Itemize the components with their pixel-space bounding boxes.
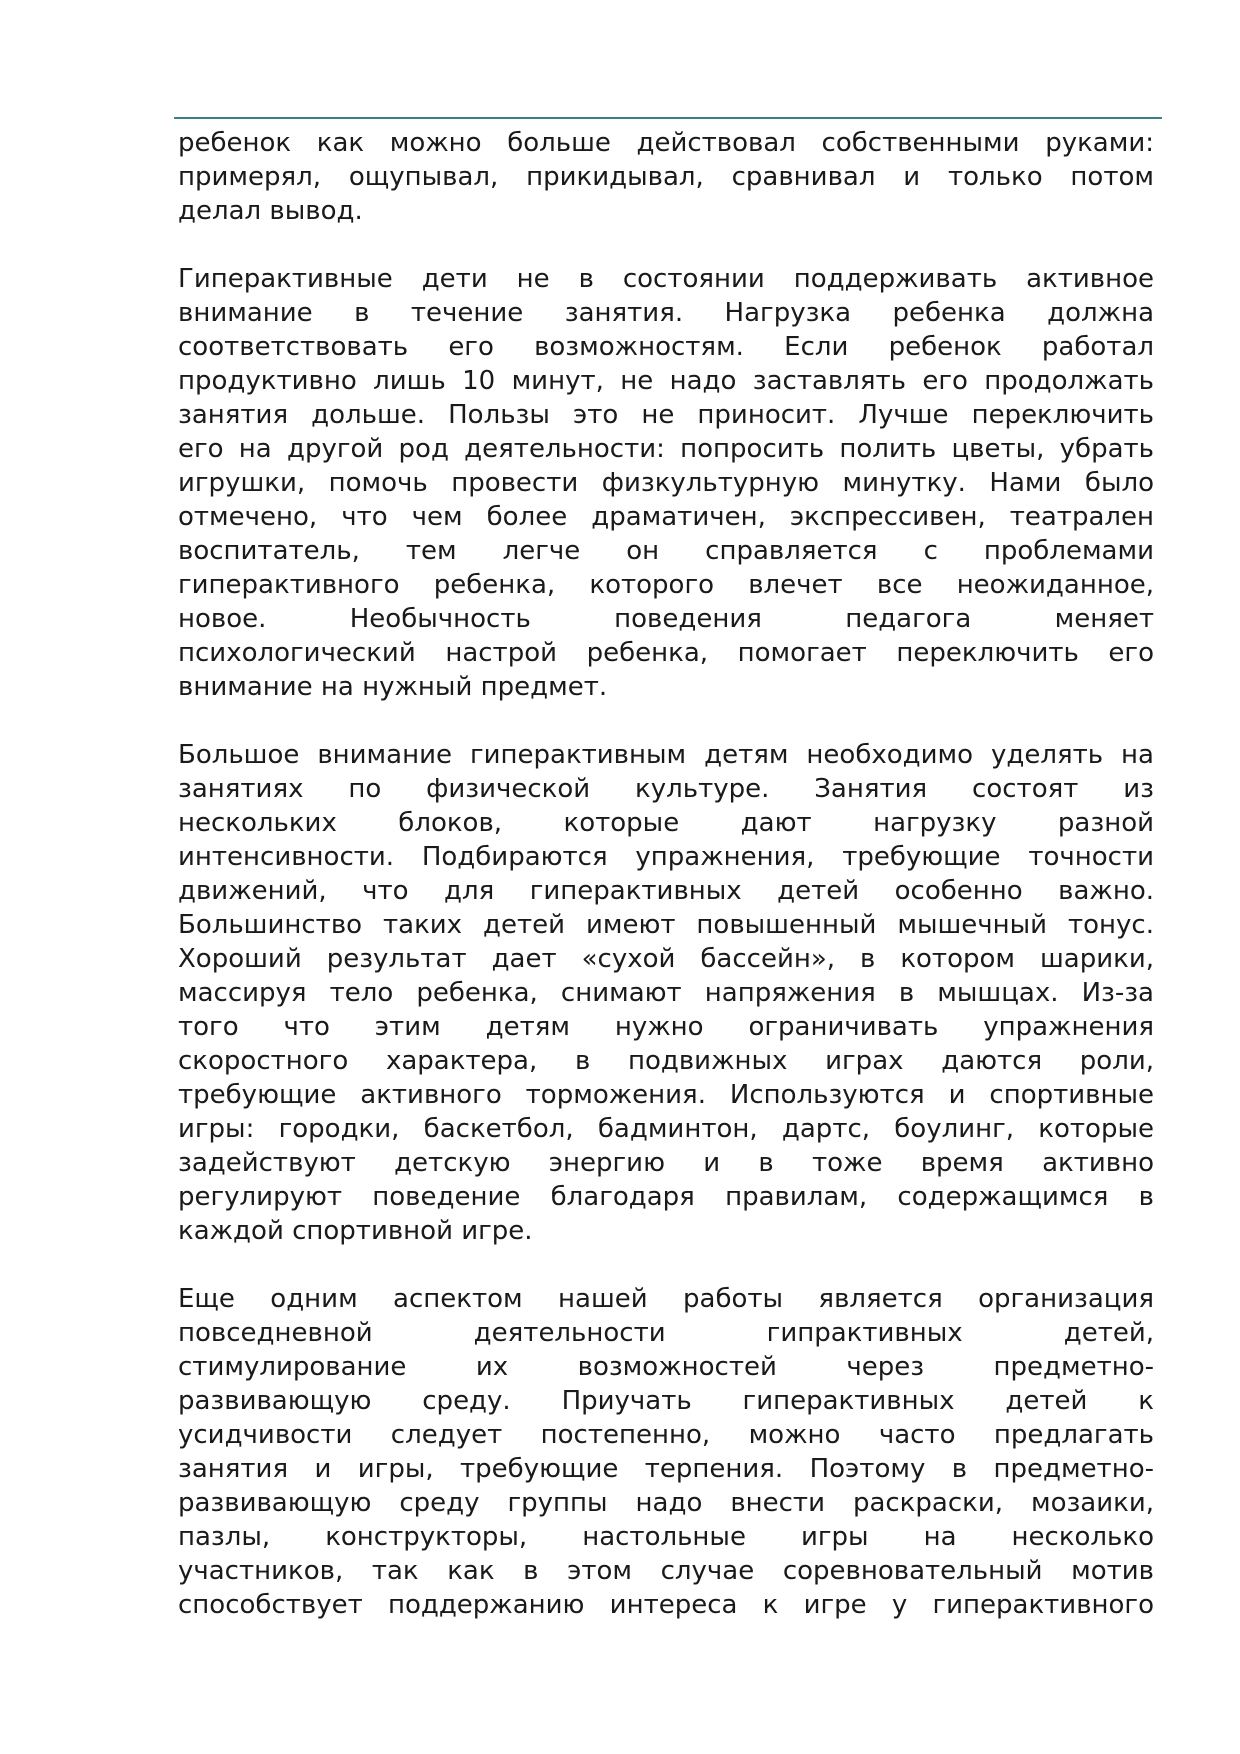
text-line: воспитатель, тем легче он справляется с проблемами <box>178 536 1154 566</box>
document-body <box>178 126 1154 1656</box>
text-line: нескольких блоков, которые дают нагрузку разной <box>178 808 1154 838</box>
text-line: продуктивно лишь 10 минут, не надо заставлять его продолжать <box>178 366 1154 396</box>
text-line: внимание в течение занятия. Нагрузка ребенка должна <box>178 298 1154 328</box>
text-line: гиперактивного ребенка, которого влечет все неожиданное, <box>178 570 1154 600</box>
text-line: развивающую среду. Приучать гиперактивных детей к <box>178 1386 1154 1416</box>
text-line: Хороший результат дает «сухой бассейн», в котором шарики, <box>178 944 1154 974</box>
text-line: делал вывод. <box>178 196 363 226</box>
text-line: массируя тело ребенка, снимают напряжения в мышцах. Из-за <box>178 978 1154 1008</box>
text-line: Еще одним аспектом нашей работы является организация <box>178 1284 1154 1314</box>
text-line: пазлы, конструкторы, настольные игры на несколько <box>178 1522 1154 1552</box>
text-line: занятия дольше. Пользы это не приносит. Лучше переключить <box>178 400 1154 430</box>
text-line: участников, так как в этом случае соревновательный мотив <box>178 1556 1154 1586</box>
text-line: повседневной деятельности гипрактивных детей, <box>178 1318 1154 1348</box>
text-line: развивающую среду группы надо внести раскраски, мозаики, <box>178 1488 1154 1518</box>
text-line: психологический настрой ребенка, помогает переключить его <box>178 638 1154 668</box>
text-line: игрушки, помочь провести физкультурную минутку. Нами было <box>178 468 1154 498</box>
text-line: Гиперактивные дети не в состоянии поддерживать активное <box>178 264 1154 294</box>
text-line: ребенок как можно больше действовал собственными руками: <box>178 128 1154 158</box>
header-rule <box>174 117 1162 119</box>
text-line: новое. Необычность поведения педагога меняет <box>178 604 1154 634</box>
text-line: внимание на нужный предмет. <box>178 672 608 702</box>
text-line: требующие активного торможения. Используются и спортивные <box>178 1080 1154 1110</box>
text-line: стимулирование их возможностей через предметно- <box>178 1352 1154 1382</box>
text-line: занятиях по физической культуре. Занятия состоят из <box>178 774 1154 804</box>
text-line: задействуют детскую энергию и в тоже время активно <box>178 1148 1154 1178</box>
paragraph-4 <box>178 1282 1154 1622</box>
text-line: интенсивности. Подбираются упражнения, требующие точности <box>178 842 1154 872</box>
text-line: усидчивости следует постепенно, можно часто предлагать <box>178 1420 1154 1450</box>
text-line: движений, что для гиперактивных детей особенно важно. <box>178 876 1154 906</box>
text-line: скоростного характера, в подвижных играх даются роли, <box>178 1046 1154 1076</box>
text-line: его на другой род деятельности: попросить полить цветы, убрать <box>178 434 1154 464</box>
paragraph-3 <box>178 738 1154 1248</box>
text-line: соответствовать его возможностям. Если ребенок работал <box>178 332 1154 362</box>
text-line: Большинство таких детей имеют повышенный мышечный тонус. <box>178 910 1154 940</box>
paragraph-1 <box>178 126 1154 228</box>
paragraph-2 <box>178 262 1154 704</box>
text-line: отмечено, что чем более драматичен, экспрессивен, театрален <box>178 502 1154 532</box>
text-line: примерял, ощупывал, прикидывал, сравнивал и только потом <box>178 162 1154 192</box>
text-line: игры: городки, баскетбол, бадминтон, дартс, боулинг, которые <box>178 1114 1154 1144</box>
text-line: занятия и игры, требующие терпения. Поэтому в предметно- <box>178 1454 1154 1484</box>
text-line: регулируют поведение благодаря правилам, содержащимся в <box>178 1182 1154 1212</box>
text-line: того что этим детям нужно ограничивать упражнения <box>178 1012 1154 1042</box>
text-line: способствует поддержанию интереса к игре у гиперактивного <box>178 1590 1154 1620</box>
text-line: Большое внимание гиперактивным детям необходимо уделять на <box>178 740 1154 770</box>
text-line: каждой спортивной игре. <box>178 1216 533 1246</box>
